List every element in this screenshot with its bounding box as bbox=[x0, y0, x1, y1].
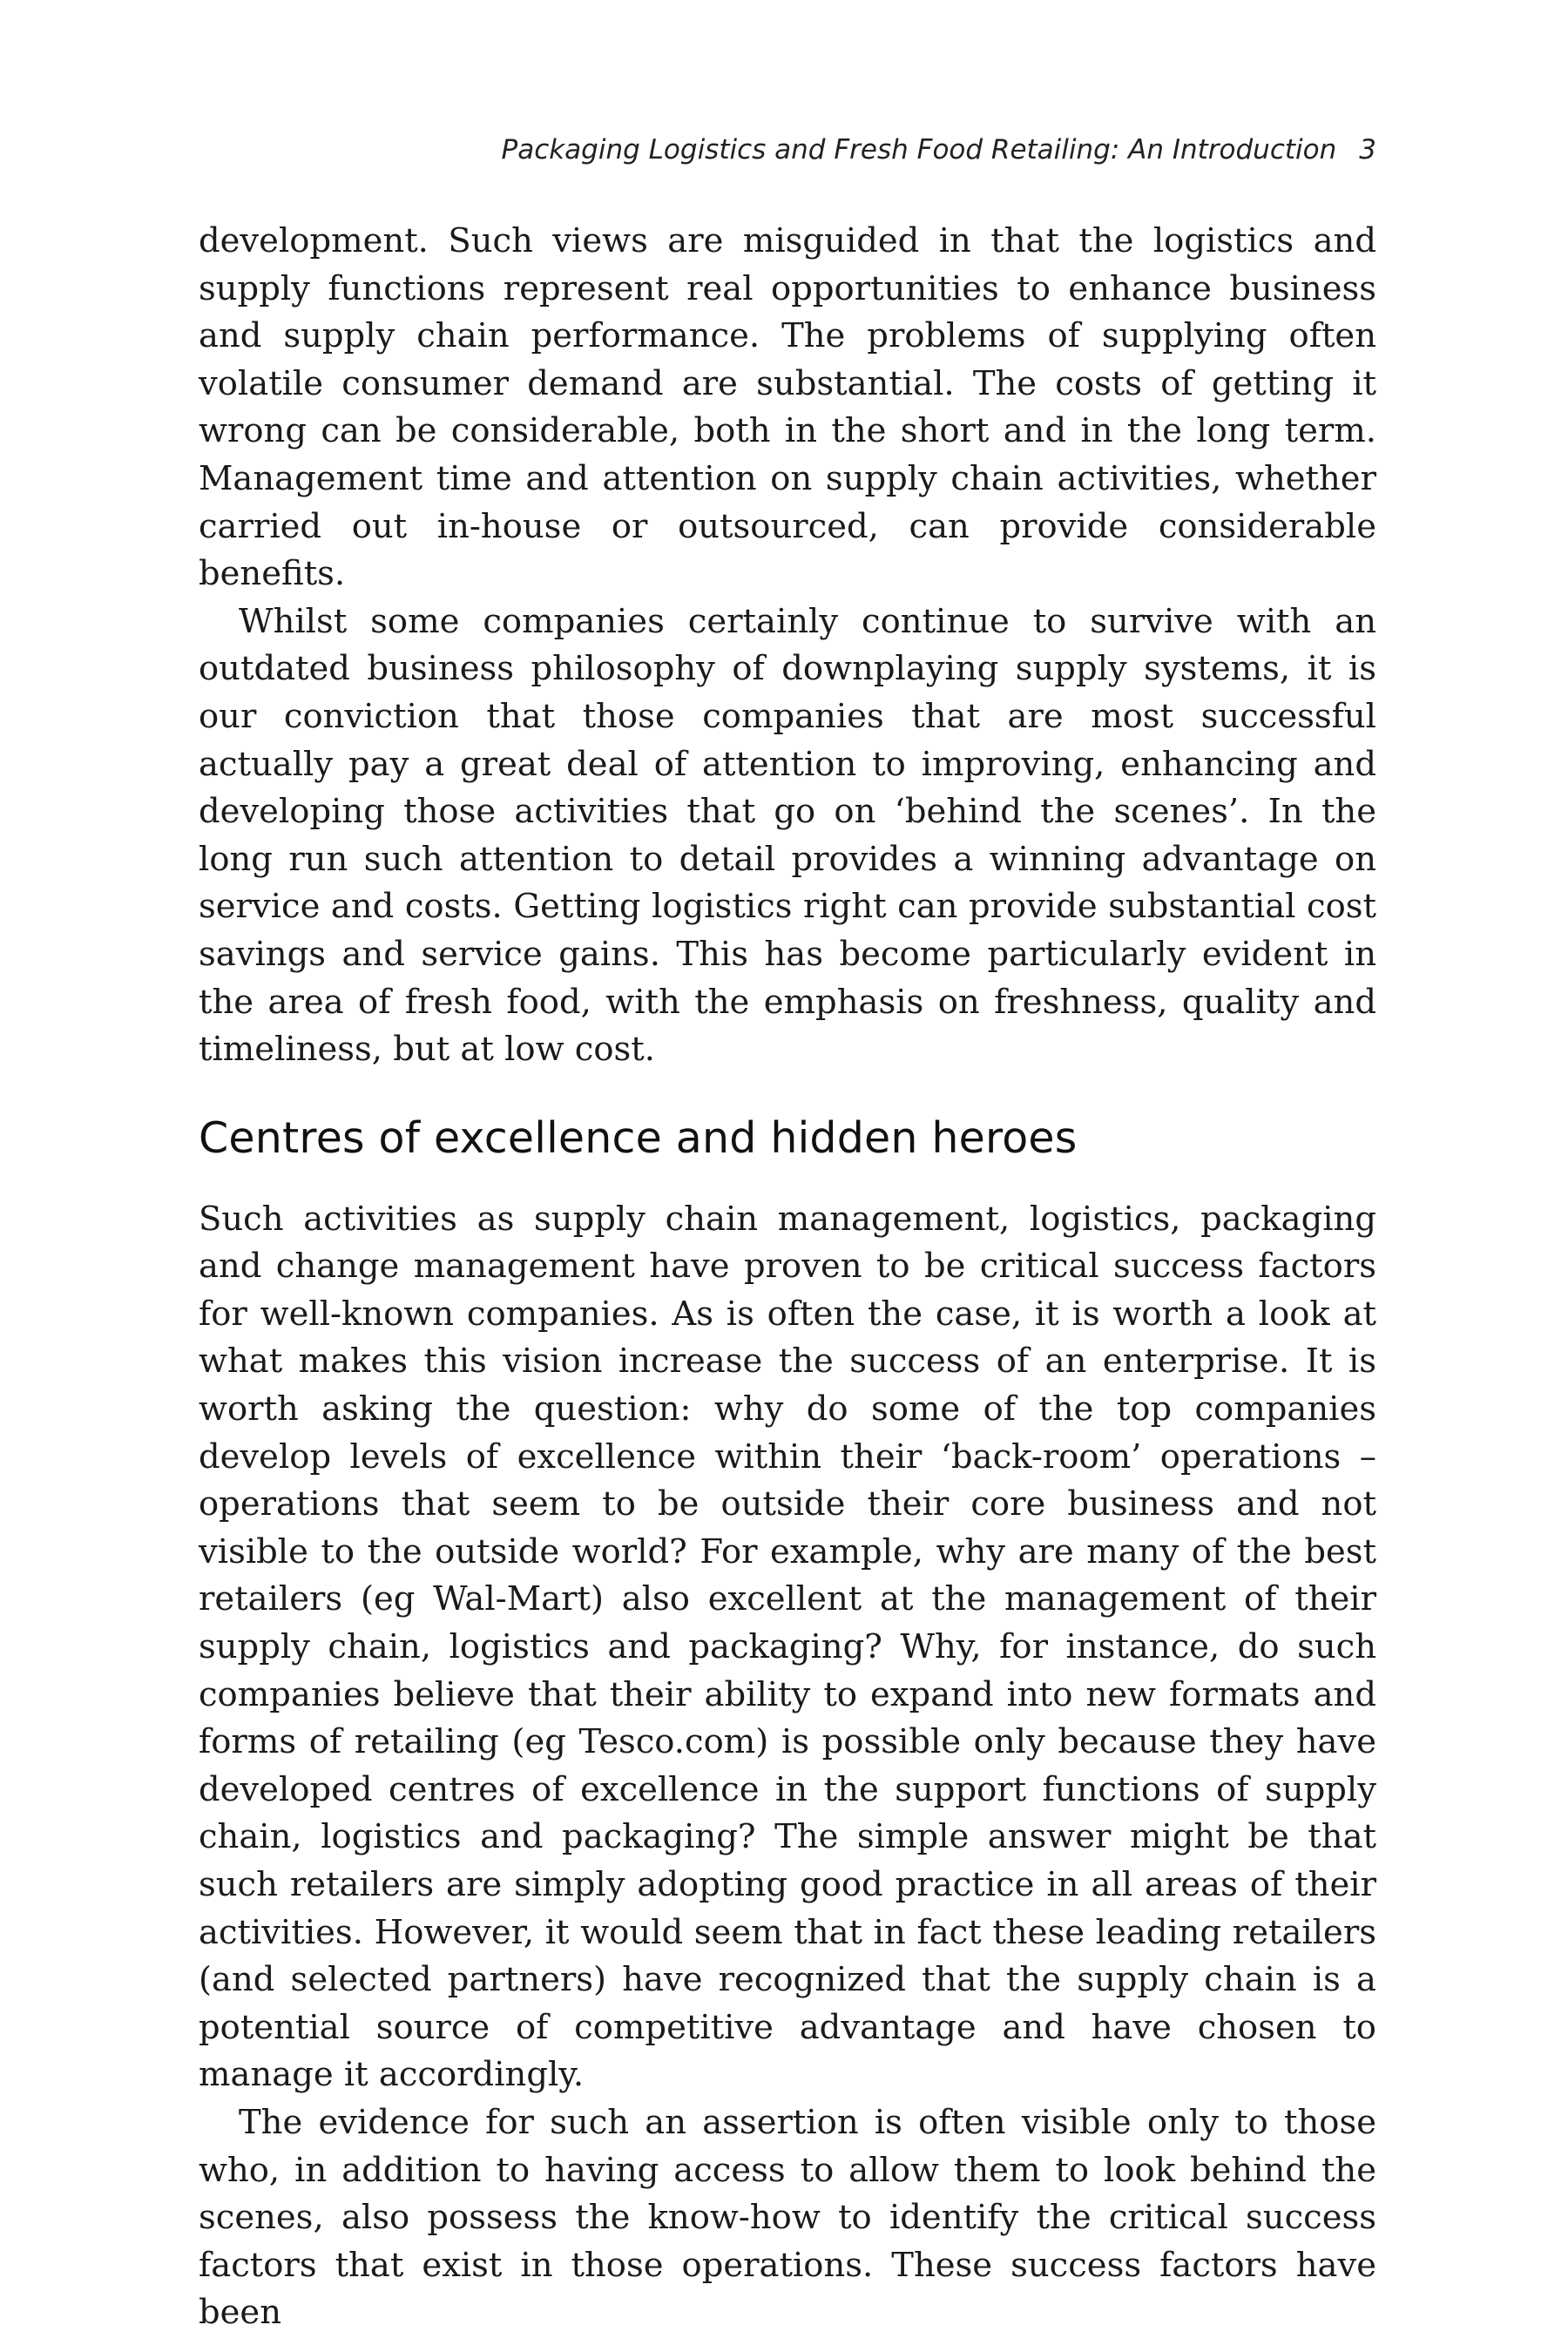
running-title: Packaging Logistics and Fresh Food Retailing: An Introduction bbox=[501, 134, 1337, 166]
paragraph-whilst: Whilst some companies certainly continue to survive with an outdated business philosophy of downplaying supply systems, it is our conviction that those companies that are most successful actually pay a great deal of attention to improving, enhancing and developing those activities that go on ‘behind the scenes’. In the long run such attention to detail provides a winning advantage on service and costs. Getting logistics right can provide substantial cost savings and service gains. This has become particularly evident in the area of fresh food, with the emphasis on freshness, quality and timeliness, but at low cost. bbox=[199, 601, 1376, 1070]
page-number: 3 bbox=[1359, 134, 1376, 166]
paragraph-continued: development. Such views are misguided in that the logistics and supply functions represent real opportunities to enhance business and supply chain performance. The problems of supplying often volatile consumer demand are substantial. The costs of getting it wrong can be considerable, both in the short and in the long term. Management time and attention on supply chain activities, whether carried out in-house or outsourced, can provide considerable benefits. bbox=[199, 221, 1376, 594]
paragraph-evidence: The evidence for such an assertion is often visible only to those who, in addition to having access to allow them to look behind the scenes, also possess the know-how to identify the critical success factors that exist in those operations. These success factors have been bbox=[199, 2102, 1376, 2333]
section-heading: Centres of excellence and hidden heroes bbox=[199, 1112, 1078, 1163]
body-text bbox=[199, 218, 1376, 2337]
paragraph-such-activities: Such activities as supply chain management, logistics, packaging and change management have proven to be critical success factors for well-known companies. As is often the case, it is worth a look at what makes this vision increase the success of an enterprise. It is worth asking the question: why do some of the top companies develop levels of excellence within their ‘back-room’ operations – operations that seem to be outside their core business and not visible to the outside world? For example, why are many of the best retailers (eg Wal-Mart) also excellent at the management of their supply chain, logistics and packaging? Why, for instance, do such companies believe that their ability to expand into new formats and forms of retailing (eg Tesco.com) is possible only because they have developed centres of excellence in the support functions of supply chain, logistics and packaging? The simple answer might be that such retailers are simply adopting good practice in all areas of their activities. However, it would seem that in fact these leading retailers (and selected partners) have recognized that the supply chain is a potential source of competitive advantage and have chosen to manage it accordingly. bbox=[199, 1199, 1376, 2095]
running-header bbox=[199, 132, 1376, 167]
